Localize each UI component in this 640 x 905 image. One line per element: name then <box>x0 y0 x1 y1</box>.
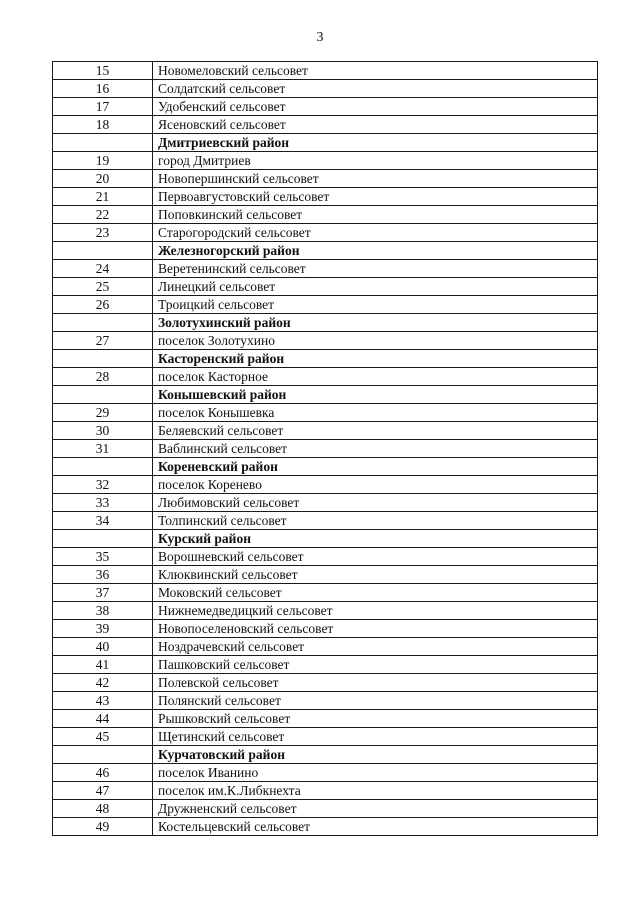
table-row <box>53 98 598 116</box>
municipality-name: Клюквинский сельсовет <box>153 566 598 584</box>
table-row <box>53 152 598 170</box>
municipality-name: Новопершинский сельсовет <box>153 170 598 188</box>
district-name: Железногорский район <box>153 242 598 260</box>
table-row <box>53 620 598 638</box>
municipality-name: Полянский сельсовет <box>153 692 598 710</box>
row-number: 22 <box>53 206 153 224</box>
district-header-row <box>53 746 598 764</box>
row-number: 27 <box>53 332 153 350</box>
table-row <box>53 170 598 188</box>
district-name: Кореневский район <box>153 458 598 476</box>
municipality-name: Поповкинский сельсовет <box>153 206 598 224</box>
row-number: 37 <box>53 584 153 602</box>
municipality-name: Троицкий сельсовет <box>153 296 598 314</box>
row-number: 25 <box>53 278 153 296</box>
table-row <box>53 224 598 242</box>
municipality-name: Удобенский сельсовет <box>153 98 598 116</box>
table-body <box>53 62 598 836</box>
row-number: 31 <box>53 440 153 458</box>
district-header-row <box>53 242 598 260</box>
row-number: 28 <box>53 368 153 386</box>
district-name: Конышевский район <box>153 386 598 404</box>
municipality-name: Беляевский сельсовет <box>153 422 598 440</box>
row-number: 17 <box>53 98 153 116</box>
municipality-name: Новомеловский сельсовет <box>153 62 598 80</box>
municipality-name: Полевской сельсовет <box>153 674 598 692</box>
row-number: 38 <box>53 602 153 620</box>
municipality-name: Новопоселеновский сельсовет <box>153 620 598 638</box>
row-number: 23 <box>53 224 153 242</box>
municipality-table <box>52 61 598 836</box>
row-number: 30 <box>53 422 153 440</box>
table-row <box>53 674 598 692</box>
municipality-name: Толпинский сельсовет <box>153 512 598 530</box>
table-row <box>53 188 598 206</box>
row-number: 40 <box>53 638 153 656</box>
table-row <box>53 440 598 458</box>
row-number: 24 <box>53 260 153 278</box>
municipality-name: Щетинский сельсовет <box>153 728 598 746</box>
municipality-name: поселок Иванино <box>153 764 598 782</box>
municipality-name: Любимовский сельсовет <box>153 494 598 512</box>
table-row <box>53 494 598 512</box>
row-number: 29 <box>53 404 153 422</box>
district-header-row <box>53 530 598 548</box>
row-number: 33 <box>53 494 153 512</box>
district-name: Дмитриевский район <box>153 134 598 152</box>
district-header-row <box>53 134 598 152</box>
municipality-name: поселок Конышевка <box>153 404 598 422</box>
district-name: Золотухинский район <box>153 314 598 332</box>
row-number: 32 <box>53 476 153 494</box>
municipality-name: Ноздрачевский сельсовет <box>153 638 598 656</box>
table-row <box>53 764 598 782</box>
table-row <box>53 332 598 350</box>
table-row <box>53 404 598 422</box>
row-number <box>53 386 153 404</box>
row-number <box>53 530 153 548</box>
table-row <box>53 296 598 314</box>
row-number: 34 <box>53 512 153 530</box>
row-number: 41 <box>53 656 153 674</box>
table-row <box>53 710 598 728</box>
table-row <box>53 638 598 656</box>
municipality-name: Солдатский сельсовет <box>153 80 598 98</box>
table-row <box>53 656 598 674</box>
municipality-name: Старогородский сельсовет <box>153 224 598 242</box>
row-number: 26 <box>53 296 153 314</box>
row-number: 16 <box>53 80 153 98</box>
municipality-name: поселок Золотухино <box>153 332 598 350</box>
table-row <box>53 80 598 98</box>
district-header-row <box>53 314 598 332</box>
district-header-row <box>53 350 598 368</box>
district-name: Курский район <box>153 530 598 548</box>
district-header-row <box>53 386 598 404</box>
municipality-name: Первоавгустовский сельсовет <box>153 188 598 206</box>
district-name: Касторенский район <box>153 350 598 368</box>
municipality-name: поселок им.К.Либкнехта <box>153 782 598 800</box>
row-number: 35 <box>53 548 153 566</box>
table-row <box>53 422 598 440</box>
row-number: 47 <box>53 782 153 800</box>
row-number: 44 <box>53 710 153 728</box>
row-number: 42 <box>53 674 153 692</box>
table-row <box>53 584 598 602</box>
table-row <box>53 476 598 494</box>
municipality-name: Ворошневский сельсовет <box>153 548 598 566</box>
row-number: 19 <box>53 152 153 170</box>
municipality-name: Пашковский сельсовет <box>153 656 598 674</box>
row-number: 45 <box>53 728 153 746</box>
district-name: Курчатовский район <box>153 746 598 764</box>
municipality-name: Ваблинский сельсовет <box>153 440 598 458</box>
row-number: 21 <box>53 188 153 206</box>
municipality-name: поселок Касторное <box>153 368 598 386</box>
row-number <box>53 314 153 332</box>
municipality-name: Нижнемедведицкий сельсовет <box>153 602 598 620</box>
table-row <box>53 566 598 584</box>
table-row <box>53 260 598 278</box>
municipality-name: Моковский сельсовет <box>153 584 598 602</box>
row-number <box>53 458 153 476</box>
table-row <box>53 548 598 566</box>
row-number <box>53 746 153 764</box>
table-row <box>53 512 598 530</box>
row-number: 39 <box>53 620 153 638</box>
row-number: 36 <box>53 566 153 584</box>
table-row <box>53 368 598 386</box>
municipality-name: Ясеновский сельсовет <box>153 116 598 134</box>
page-number: 3 <box>316 30 324 45</box>
row-number: 15 <box>53 62 153 80</box>
table-row <box>53 818 598 836</box>
row-number <box>53 242 153 260</box>
municipality-name: поселок Коренево <box>153 476 598 494</box>
row-number: 49 <box>53 818 153 836</box>
municipality-name: Костельцевский сельсовет <box>153 818 598 836</box>
municipality-name: город Дмитриев <box>153 152 598 170</box>
table-row <box>53 278 598 296</box>
table-row <box>53 116 598 134</box>
table-row <box>53 206 598 224</box>
row-number: 20 <box>53 170 153 188</box>
municipality-name: Линецкий сельсовет <box>153 278 598 296</box>
row-number: 18 <box>53 116 153 134</box>
row-number: 43 <box>53 692 153 710</box>
table-row <box>53 62 598 80</box>
row-number: 48 <box>53 800 153 818</box>
district-header-row <box>53 458 598 476</box>
row-number <box>53 350 153 368</box>
row-number <box>53 134 153 152</box>
municipality-name: Дружненский сельсовет <box>153 800 598 818</box>
row-number: 46 <box>53 764 153 782</box>
table-row <box>53 800 598 818</box>
table-row <box>53 782 598 800</box>
table-row <box>53 728 598 746</box>
table-row <box>53 692 598 710</box>
table-row <box>53 602 598 620</box>
municipality-name: Веретенинский сельсовет <box>153 260 598 278</box>
municipality-name: Рышковский сельсовет <box>153 710 598 728</box>
